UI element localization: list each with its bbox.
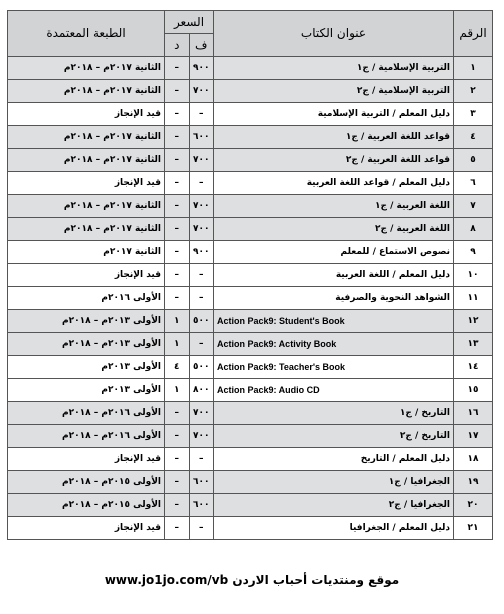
row-title: قواعد اللغة العربية / ج١ [214,126,454,149]
row-title: اللغة العربية / ج٢ [214,218,454,241]
row-title: التاريخ / ج١ [214,402,454,425]
price-table [7,10,493,540]
row-price-f: ٧٠٠ [189,218,214,241]
row-price-f: ٦٠٠ [189,471,214,494]
row-edition: الثانية ٢٠١٧م [8,241,165,264]
row-price-d: – [165,103,190,126]
footer-text: www.jo1jo.com/vb موقع ومنتديات أحباب الاردن [104,573,400,587]
row-title: الجغرافيا / ج٢ [214,494,454,517]
table-row [8,264,493,287]
row-price-f: ٨٠٠ [189,379,214,402]
table-body [8,57,493,540]
row-edition: قيد الإنجاز [8,448,165,471]
row-title: اللغة العربية / ج١ [214,195,454,218]
row-price-f: ٧٠٠ [189,80,214,103]
row-price-d: – [165,264,190,287]
row-price-d: – [165,195,190,218]
row-edition: الثانية ٢٠١٧م – ٢٠١٨م [8,57,165,80]
table-row [8,149,493,172]
row-edition: الثانية ٢٠١٧م – ٢٠١٨م [8,149,165,172]
row-number: ٥ [454,149,493,172]
row-price-d: – [165,287,190,310]
row-price-d: – [165,402,190,425]
row-price-f: – [189,264,214,287]
row-price-d: ١ [165,310,190,333]
row-edition: قيد الإنجاز [8,517,165,540]
row-edition: الأولى ٢٠١٦م – ٢٠١٨م [8,402,165,425]
row-edition: الثانية ٢٠١٧م – ٢٠١٨م [8,195,165,218]
row-title: التاريخ / ج٢ [214,425,454,448]
row-price-f: – [189,333,214,356]
row-price-f: – [189,448,214,471]
row-title: نصوص الاستماع / للمعلم [214,241,454,264]
row-price-d: – [165,471,190,494]
row-price-f: ٧٠٠ [189,195,214,218]
row-number: ١٨ [454,448,493,471]
row-price-f: ٦٠٠ [189,126,214,149]
row-price-d: – [165,80,190,103]
row-number: ١٥ [454,379,493,402]
row-title: قواعد اللغة العربية / ج٢ [214,149,454,172]
row-price-f: ٧٠٠ [189,425,214,448]
row-price-f: ٩٠٠ [189,57,214,80]
table-row [8,241,493,264]
row-number: ١٣ [454,333,493,356]
header-row-top [8,11,493,34]
row-number: ١٦ [454,402,493,425]
row-price-f: – [189,103,214,126]
table-row [8,402,493,425]
row-title: دليل المعلم / الجغرافيا [214,517,454,540]
row-price-f: ٧٠٠ [189,149,214,172]
row-title: التربية الإسلامية / ج٢ [214,80,454,103]
row-edition: الثانية ٢٠١٧م – ٢٠١٨م [8,126,165,149]
row-price-d: – [165,494,190,517]
row-title: الشواهد النحوية والصرفية [214,287,454,310]
row-price-d: ١ [165,333,190,356]
row-edition: قيد الإنجاز [8,264,165,287]
table-row [8,333,493,356]
row-title: الجغرافيا / ج١ [214,471,454,494]
row-price-f: ٥٠٠ [189,310,214,333]
table-row [8,195,493,218]
table-row [8,218,493,241]
row-price-d: – [165,448,190,471]
row-title: Action Pack9: Activity Book [214,333,454,356]
row-edition: الأولى ٢٠١٥م – ٢٠١٨م [8,471,165,494]
row-number: ٩ [454,241,493,264]
table-row [8,126,493,149]
header-edition: الطبعة المعتمدة [8,11,165,57]
row-title: دليل المعلم / التربية الإسلامية [214,103,454,126]
row-title: التربية الإسلامية / ج١ [214,57,454,80]
row-edition: قيد الإنجاز [8,103,165,126]
row-number: ٦ [454,172,493,195]
row-edition: قيد الإنجاز [8,172,165,195]
row-number: ٢١ [454,517,493,540]
row-price-d: – [165,172,190,195]
row-price-d: ١ [165,379,190,402]
row-number: ١٤ [454,356,493,379]
row-price-f: ٦٠٠ [189,494,214,517]
row-title: دليل المعلم / التاريخ [214,448,454,471]
row-price-f: – [189,287,214,310]
row-number: ١٩ [454,471,493,494]
row-edition: الأولى ٢٠١٦م – ٢٠١٨م [8,425,165,448]
table-row [8,494,493,517]
row-price-f: – [189,517,214,540]
table-row [8,471,493,494]
row-price-d: – [165,149,190,172]
row-price-f: – [189,172,214,195]
table-row [8,517,493,540]
table-row [8,356,493,379]
row-title: دليل المعلم / قواعد اللغة العربية [214,172,454,195]
row-title: دليل المعلم / اللغة العربية [214,264,454,287]
row-edition: الثانية ٢٠١٧م – ٢٠١٨م [8,80,165,103]
row-title: Action Pack9: Audio CD [214,379,454,402]
table-row [8,425,493,448]
row-number: ٣ [454,103,493,126]
row-number: ٨ [454,218,493,241]
row-edition: الأولى ٢٠١٣م – ٢٠١٨م [8,333,165,356]
header-price: السعر [165,11,214,34]
header-title: عنوان الكتاب [214,11,454,57]
row-price-d: – [165,57,190,80]
row-number: ٤ [454,126,493,149]
row-price-d: – [165,126,190,149]
row-edition: الأولى ٢٠١٥م – ٢٠١٨م [8,494,165,517]
row-price-d: ٤ [165,356,190,379]
row-title: Action Pack9: Teacher's Book [214,356,454,379]
row-price-d: – [165,218,190,241]
table-row [8,57,493,80]
row-price-d: – [165,517,190,540]
header-number: الرقم [454,11,493,57]
row-price-d: – [165,425,190,448]
header-price-d: د [165,34,190,57]
header-price-f: ف [189,34,214,57]
row-edition: الأولى ٢٠١٣م [8,379,165,402]
row-number: ٢٠ [454,494,493,517]
table-row [8,172,493,195]
row-edition: الأولى ٢٠١٦م [8,287,165,310]
row-title: Action Pack9: Student's Book [214,310,454,333]
table-row [8,310,493,333]
row-number: ١٠ [454,264,493,287]
row-number: ١٢ [454,310,493,333]
row-number: ١٧ [454,425,493,448]
row-edition: الأولى ٢٠١٣م – ٢٠١٨م [8,310,165,333]
row-price-f: ٧٠٠ [189,402,214,425]
row-number: ٢ [454,80,493,103]
table-row [8,448,493,471]
table-row [8,80,493,103]
row-edition: الأولى ٢٠١٣م [8,356,165,379]
row-price-d: – [165,241,190,264]
row-price-f: ٩٠٠ [189,241,214,264]
table-row [8,379,493,402]
row-number: ١١ [454,287,493,310]
row-number: ١ [454,57,493,80]
row-edition: الثانية ٢٠١٧م – ٢٠١٨م [8,218,165,241]
table-row [8,103,493,126]
row-price-f: ٥٠٠ [189,356,214,379]
row-number: ٧ [454,195,493,218]
table-row [8,287,493,310]
